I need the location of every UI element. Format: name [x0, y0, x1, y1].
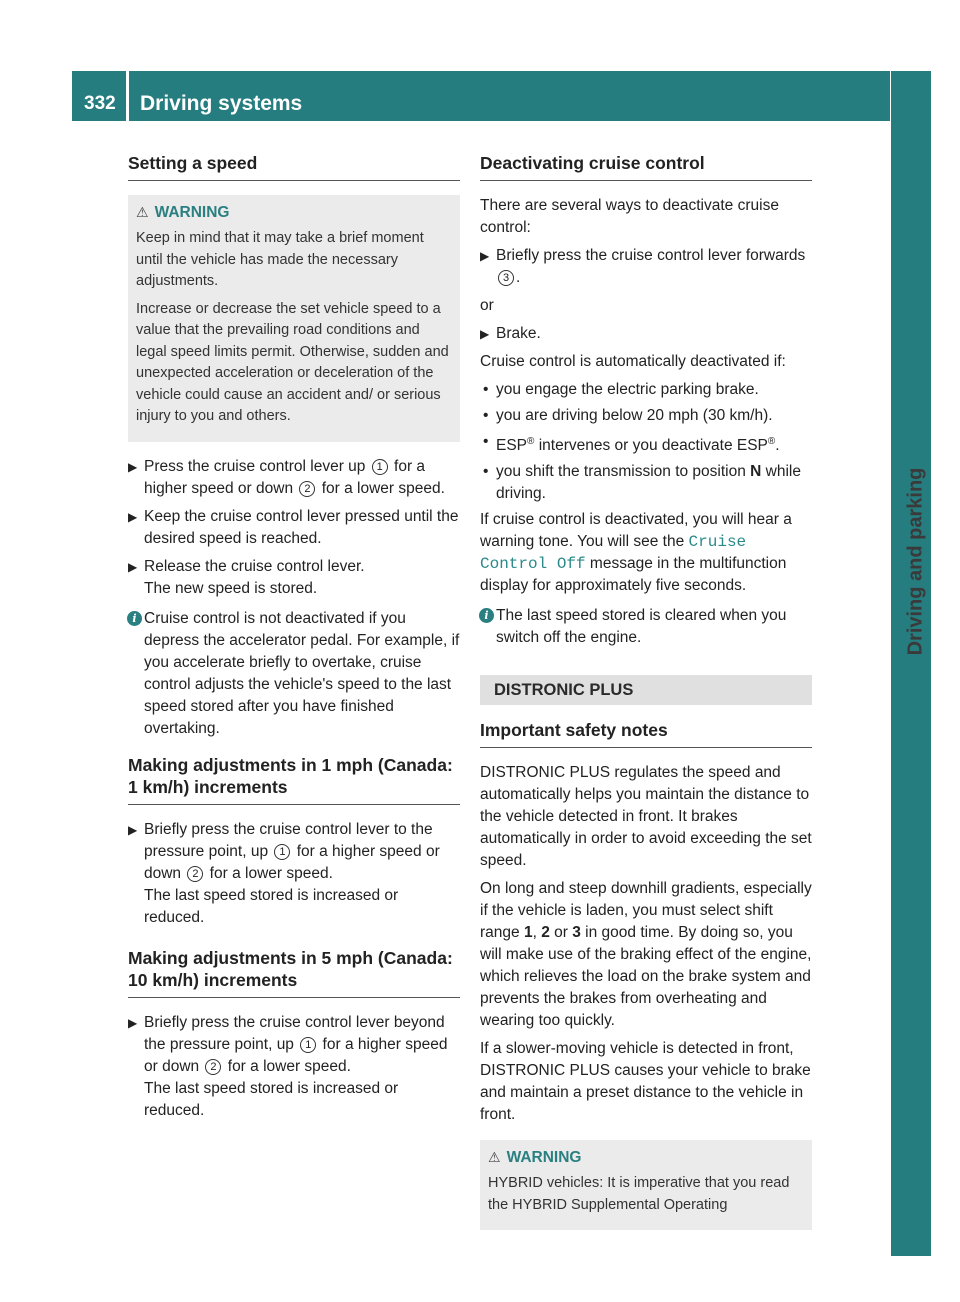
info-icon: i	[479, 608, 494, 623]
safety-notes-heading: Important safety notes	[480, 719, 812, 748]
step-result: The last speed stored is increased or reduced.	[144, 1079, 399, 1119]
callout-number: 1	[300, 1037, 316, 1053]
warning-header	[488, 1146, 804, 1169]
warning-text: HYBRID vehicles: It is imperative that you read the HYBRID Supplemental Operating	[488, 1175, 790, 1213]
left-column	[128, 152, 460, 1128]
right-column	[480, 152, 812, 1244]
step-item: ▶ Briefly press the cruise control lever beyond the pressure point, up 1 for a higher speed or down 2 for a lower speed.	[128, 1013, 448, 1075]
step-item: ▶ Keep the cruise control lever pressed until the desired speed is reached.	[128, 507, 459, 547]
arrow-right-icon: ▶	[128, 459, 138, 474]
warning-header	[136, 201, 452, 224]
step-item: ▶ Briefly press the cruise control lever to the pressure point, up 1 for a higher speed or down 2 for a lower speed.	[128, 820, 440, 882]
paragraph: DISTRONIC PLUS regulates the speed and automatically helps you maintain the distance to the vehicle detected in front. It brakes automatically in order to avoid exceeding the set speed.	[480, 764, 812, 870]
bullet-item: • you shift the transmission to position N while driving.	[483, 463, 801, 503]
page-number: 332	[84, 93, 116, 114]
header-divider	[126, 71, 129, 121]
callout-number: 2	[299, 481, 315, 497]
warning-label: WARNING	[506, 1149, 582, 1167]
warning-text: Increase or decrease the set vehicle speed to a value that the prevailing road conditions and legal speed limits permit. Otherwise, sudden and unexpected acceleration or deceleration of the vehicle could cause an accident and/ or serious injury to you and others.	[136, 300, 449, 424]
warning-box	[128, 195, 460, 442]
callout-number: 1	[372, 459, 388, 475]
step-result: The last speed stored is increased or reduced.	[144, 886, 399, 926]
info-note: i Cruise control is not deactivated if you depress the accelerator pedal. For example, if you accelerate briefly to overtake, cruise control adjusts the vehicle's speed to the last speed stored after you have finished overtaking.	[128, 608, 460, 740]
bullet-item: • ESP® intervenes or you deactivate ESP®.	[483, 433, 780, 455]
callout-number: 2	[205, 1059, 221, 1075]
side-tab-label: Driving and parking	[904, 467, 927, 656]
arrow-right-icon: ▶	[128, 1015, 138, 1030]
warning-label: WARNING	[154, 204, 230, 221]
callout-number: 2	[187, 866, 203, 882]
section-heading: DISTRONIC PLUS	[480, 675, 812, 705]
bullet-item: • you engage the electric parking brake.	[483, 381, 759, 398]
paragraph: There are several ways to deactivate cruise control:	[480, 197, 779, 236]
info-note: i The last speed stored is cleared when you switch off the engine.	[480, 605, 812, 649]
warning-box	[480, 1140, 812, 1230]
paragraph: If cruise control is deactivated, you will hear a warning tone. You will see the Cruise Control Off message in the multifunction display for approximately five seconds.	[480, 511, 792, 595]
info-icon: i	[127, 611, 142, 626]
paragraph: If a slower-moving vehicle is detected in front, DISTRONIC PLUS causes your vehicle to brake and maintain a preset distance to the vehicle in front.	[480, 1040, 811, 1124]
warning-text: Keep in mind that it may take a brief moment until the vehicle has made the necessary adjustments.	[136, 230, 424, 289]
step-item: ▶ Brake.	[480, 323, 812, 345]
deactivating-heading: Deactivating cruise control	[480, 152, 812, 181]
or-text: or	[480, 297, 494, 314]
arrow-right-icon: ▶	[128, 509, 138, 524]
step-result: The new speed is stored.	[144, 579, 318, 597]
warning-triangle-icon: ⚠	[136, 204, 149, 220]
display-message: Cruise Control Off	[480, 533, 747, 574]
paragraph: Cruise control is automatically deactivated if:	[480, 353, 786, 370]
step-item: ▶ Briefly press the cruise control lever forwards 3 .	[480, 247, 806, 286]
paragraph: On long and steep downhill gradients, especially if the vehicle is laden, you must select shift range 1, 2 or 3 in good time. By doing so, you will make use of the braking effect of the engine, which relieves the load on the brake system and prevents the brakes from overheating and wearing too quickly.	[480, 880, 812, 1030]
arrow-right-icon: ▶	[480, 327, 490, 341]
callout-number: 3	[498, 270, 514, 286]
bullet-item: • you are driving below 20 mph (30 km/h).	[483, 407, 773, 424]
step-item: ▶ Release the cruise control lever.	[128, 556, 460, 578]
arrow-right-icon: ▶	[128, 559, 138, 574]
setting-speed-heading: Setting a speed	[128, 152, 460, 181]
arrow-right-icon: ▶	[128, 822, 138, 837]
warning-triangle-icon: ⚠	[488, 1149, 501, 1166]
adjust-1-heading: Making adjustments in 1 mph (Canada: 1 km/h) increments	[128, 754, 460, 805]
step-item: ▶ Press the cruise control lever up 1 for a higher speed or down 2 for a lower speed.	[128, 457, 445, 497]
side-tab-label-wrap	[896, 430, 928, 710]
chapter-title: Driving systems	[140, 92, 303, 115]
callout-number: 1	[274, 844, 290, 860]
arrow-right-icon: ▶	[480, 249, 490, 263]
adjust-5-heading: Making adjustments in 5 mph (Canada: 10 km/h) increments	[128, 947, 460, 998]
